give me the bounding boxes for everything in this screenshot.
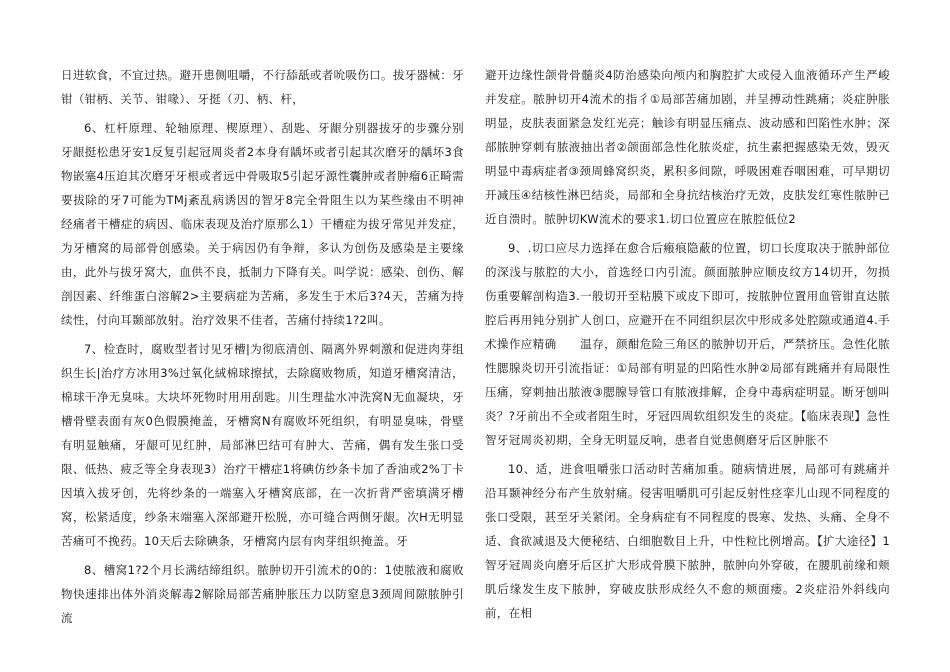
paragraph: 8、槽窝1?2个月长满结缔组织。脓肿切开引流术的0的：1使脓液和腐败物快速排出体外消炎解毒2解除局部苦痛肿胀压力以防窒息3颈周间隙脓肿引流: [61, 563, 464, 625]
paragraph: 9、.切口应尽力选择在愈合后瘢痕隐蔽的位置，切口长度取决于脓肿部位的深浅与脓腔的大小，首选经口内引流。颜面脓肿应顺皮纹方14切开，勿损伤重要解剖构造3.一般切开至粘膜下或皮下即可，按脓肿位置用血管钳直达脓腔后再用钝分别扩人创口，应避开在不同组织层次中形成多处腔隙或通道4.手术操作应精确 温存，颜酣危险三角区的脓肿切开后，严禁挤压。急性化脓性腮腺炎切开引流指证：①局部有明显的凹陷性水肿②局部有跳痛并有局限性压痛，穿刺抽出脓液③腮腺导管口有脓液排解，企身中毒病症明显。断牙刨叫炎？?牙前出不全或者阻生时，牙冠四周软组织发生的炎症。【临床表现】急性智牙冠周炎初期，全身无明显反响，患者自觉患侧磨牙后区肿胀不: [485, 241, 890, 447]
paragraph: 避开边缘性颌骨骨髓炎4防治感染向颅内和胸腔扩大或侵入血液循环产生严峻并发症。脓肿切开4流术的指彳①局部苦痛加剧，并呈搏动性跳痛；炎症肿胀明显，皮肤表面紧急发红光亮；触诊有明显压痛点、波动感和凹陷性水肿；深部脓肿穿刺有脓液抽出者②颌面部急性化脓炎症，抗生素把握感染无效，毁灭明显中毒病症者③颈周蜂窝织炎，累积多间隙，呼吸困难吞咽困难，可早期切开减压④结核性淋巴结炎，局部和全身抗结核治疗无效，皮肤发红寒性脓肿已近自溃时。脓肿切KW流术的要求1.切口位置应在脓腔低位2: [485, 68, 890, 226]
left-column: [61, 63, 464, 630]
paragraph: 6、杠杆原理、轮轴原理、楔原理）、刮匙、牙龈分别器拔牙的步骤分别牙龈挺松患牙安1反复引起冠周炎者2本身有龋坏或者引起其次磨牙的龋坏3食物嵌塞4压迫其次磨牙牙根或者远中骨吸取5引起牙源性囊肿或者肿瘤6正畸需要拔除的牙7可能为TMj紊乱病诱因的智牙8完全骨阻生以为某些缘由不明神经痛者干槽症的病因、临床表现及治疗原那么1）干槽症为拔牙常见并发症，为牙槽窝的局部骨创感染。关于病因仍有争辩，多认为创伤及感染是主要缘由，此外与拔牙窝大，血供不良，抵制力下降有关。叫学说：感染、创伤、解剖因素、纤维蛋白溶解2>主要病症为苦痛，多发生于术后3?4天，苦痛为持续性，付向耳颞部放射。治疗效果不佳者，苦痛付持续1?2叫。: [61, 121, 464, 327]
right-column: [485, 63, 890, 625]
paragraph: 日进软食，不宜过热。避开患侧咀嚼，不行舔舐或者吮吸伤口。拔牙器械：牙钳（钳柄、关节、钳喙）、牙挺（刃、柄、杆，: [61, 68, 464, 106]
paragraph: 10、适，进食咀嚼张口活动时苦痛加重。随病情进展，局部可有跳痛并沿耳颞神经分布产生放射痛。侵害咀嚼肌可引起反射性痉挛儿山现不同程度的张口受限，甚至牙关紧闭。全身病症有不同程度的畏寒、发热、头痛、全身不适、食欲减退及大便秘结、白细胞数目上升，中性粒比例增高。【扩大途径】1智牙冠周炎向磨牙后区扩大形成骨膜下脓肿，脓肿向外穿破，在腰肌前缘和颊肌后缘发生皮下脓肿，穿破皮肤形成经久不愈的颊面瘘。2炎症沿外斜线向前，在相: [485, 462, 890, 620]
paragraph: 7、检查时，腐败型者讨见牙槽|为彻底清创、隔离外界刺激和促进肉芽组织生长|治疗方冰用3%过氧化絨棉球擦拭，去除腐败物质，知道牙槽窝清洁，棉球干净无臭味。大块坏死物时用用刮匙。川生理盐水冲洗窝N无血凝块，牙槽骨壁表面有灰0色假膜掩盖，牙槽窝N有腐败坏死组织，有明显臭味，骨壁有明显触痛，牙龈可见红肿，局部淋巴结可有肿大、苦痛，偶有发生张口受限、低热、疲乏等全身表现3）治疗干槽症1将碘仿纱条卡加了香油或2%丁卡因填入拔牙创，先将纱条的一端塞入牙槽窝底部，在一次折背严密填满牙槽窝，松紧适度，纱条末端塞入深部避开松脱，亦可缝合两侧牙龈。次H无明显苦痛可不挽药。10天后去除碘条，牙槽窝内层有肉芽组织掩盖。牙: [61, 342, 464, 548]
